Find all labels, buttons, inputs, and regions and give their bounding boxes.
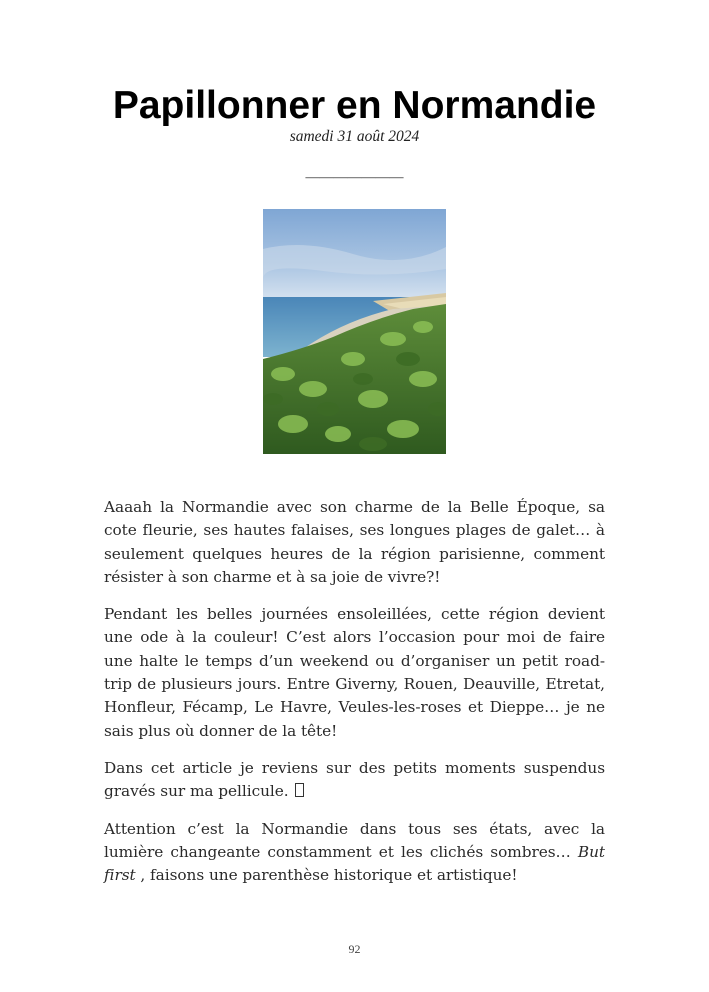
post-date: samedi 31 août 2024 [289, 128, 420, 145]
coastal-landscape-photo [263, 209, 446, 454]
paragraph-memories [104, 757, 605, 804]
paragraph-attention [104, 818, 605, 888]
paragraph-memories-text: Dans cet article je reviens sur des petits moments suspendus gravés sur ma pellicule. [104, 758, 605, 801]
separator-line: ——————— [305, 170, 404, 185]
paragraph-attention-start: Attention c’est la Normandie dans tous ses états, avec la lumière changeante constamment et les clichés sombres… [104, 819, 605, 861]
paragraph-colors: Pendant les belles journées ensoleillées, cette région devient une ode à la couleur! C’est alors l’occasion pour moi de faire une halte le temps d’un weekend ou d’organiser un petit road-trip de plusieurs jours. Entre Giverny, Rouen, Deauville, Etretat, Honfleur, Fécamp, Le Havre, Veules-les-roses et Dieppe… je ne sais plus où donner de la tête! [104, 605, 605, 740]
missing-emoji-icon [295, 783, 304, 797]
page-title: Papillonner en Normandie [112, 84, 597, 127]
paragraph-attention-italic: But first [104, 842, 605, 885]
page-number: 92 [348, 942, 361, 956]
paragraph-intro: Aaaah la Normandie avec son charme de la Belle Époque, sa cote fleurie, ses hautes falaises, ses longues plages de galet… à seulement quelques heures de la région parisienne, comment résister à son charme et à sa joie de vivre?! [104, 498, 605, 586]
article-body [104, 496, 605, 901]
paragraph-attention-end: , faisons une parenthèse historique et artistique! [135, 866, 518, 885]
